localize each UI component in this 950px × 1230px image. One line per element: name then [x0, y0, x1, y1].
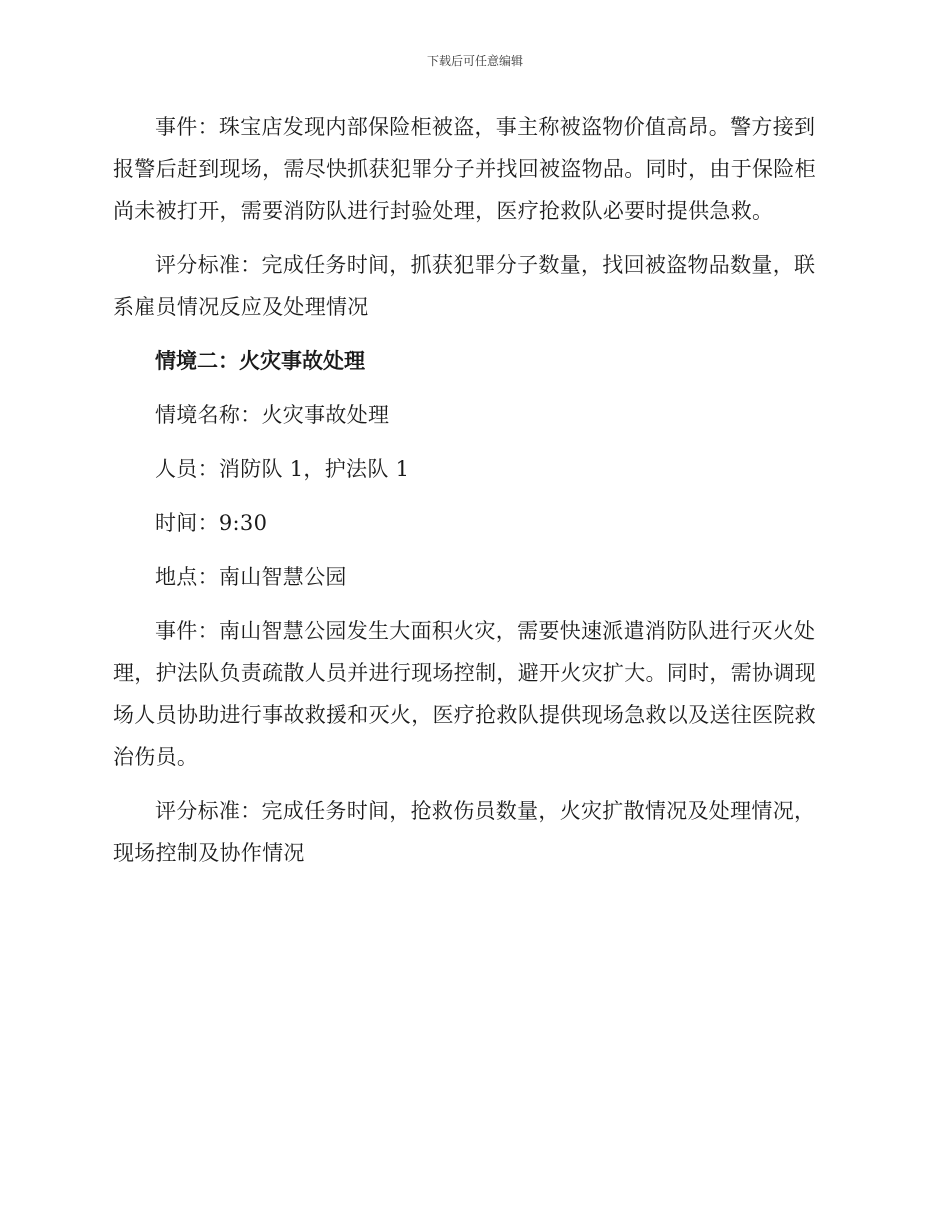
scenario-2-location: 地点：南山智慧公园: [155, 565, 347, 589]
criteria-paragraph-2: 评分标准：完成任务时间，抢救伤员数量，火灾扩散情况及处理情况，现场控制及协作情况: [113, 799, 816, 865]
page-header-note: 下载后可任意编辑: [426, 54, 523, 68]
scenario-2-personnel: 人员：消防队 1，护法队 1: [155, 457, 410, 481]
scenario-2-heading: 情境二：火灾事故处理: [155, 349, 365, 373]
criteria-paragraph-1: 评分标准：完成任务时间，抓获犯罪分子数量，找回被盗物品数量，联系雇员情况反应及处理情况: [113, 253, 816, 319]
document-body: [113, 106, 833, 886]
event-paragraph-1: 事件：珠宝店发现内部保险柜被盗，事主称被盗物价值高昂。警方接到报警后赶到现场，需尽快抓获犯罪分子并找回被盗物品。同时，由于保险柜尚未被打开，需要消防队进行封验处理，医疗抢救队必要时提供急救。: [113, 115, 816, 223]
event-paragraph-2: 事件：南山智慧公园发生大面积火灾，需要快速派遣消防队进行灭火处理，护法队负责疏散人员并进行现场控制，避开火灾扩大。同时，需协调现场人员协助进行事故救援和灭火，医疗抢救队提供现场急救以及送往医院救治伤员。: [113, 619, 816, 769]
scenario-2-time: 时间：9:30: [155, 511, 268, 535]
scenario-2-name: 情境名称：火灾事故处理: [155, 403, 390, 427]
